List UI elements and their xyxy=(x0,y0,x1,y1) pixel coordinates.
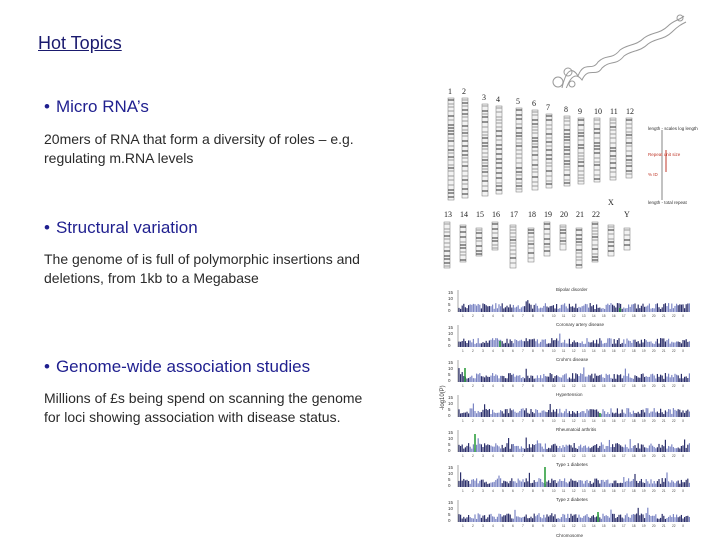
chromosome-tick-label: 15 xyxy=(602,384,606,388)
chromosome-tick-label: 15 xyxy=(602,349,606,353)
chromosome-tick-label: 12 xyxy=(572,489,576,493)
chromosome-tick-label: 12 xyxy=(572,349,576,353)
chromosome-tick-label: 17 xyxy=(622,384,626,388)
y-tick-label: 15 xyxy=(448,290,454,295)
chromosome-tick-label: X xyxy=(682,419,685,423)
chromosome-tick-label: 11 xyxy=(562,489,566,493)
chromosome-tick-label: 14 xyxy=(592,349,596,353)
y-tick-label: 0 xyxy=(448,378,451,383)
chromosome-tick-label: 8 xyxy=(532,349,534,353)
chromosome-tick-label: X xyxy=(682,314,685,318)
chromosome-tick-label: 14 xyxy=(592,419,596,423)
bullet: • xyxy=(44,357,50,376)
chromosome-tick-label: 9 xyxy=(542,454,544,458)
chromosome-tick-label: X xyxy=(682,349,685,353)
y-tick-label: 15 xyxy=(448,430,454,435)
chromosome-tick-label: 17 xyxy=(622,454,626,458)
chromosome-tick-label: 19 xyxy=(642,314,646,318)
chromosome-tick-label: 2 xyxy=(472,384,474,388)
y-tick-label: 15 xyxy=(448,465,454,470)
panel-title: Crohn's disease xyxy=(556,357,589,362)
y-tick-label: 10 xyxy=(448,436,454,441)
chromosome-tick-label: 21 xyxy=(662,489,666,493)
karyotype-label: 21 xyxy=(576,210,584,219)
chromosome-tick-label: 10 xyxy=(552,419,556,423)
y-tick-label: 5 xyxy=(448,442,451,447)
chromosome-tick-label: 18 xyxy=(632,419,636,423)
karyotype-label: 10 xyxy=(594,107,602,116)
karyotype-label: Y xyxy=(624,210,630,219)
y-tick-label: 0 xyxy=(448,518,451,523)
chromosome-tick-label: 6 xyxy=(512,524,514,528)
chromosome-tick-label: X xyxy=(682,384,685,388)
karyotype-label: 7 xyxy=(546,103,550,112)
chromosome xyxy=(482,104,488,196)
y-tick-label: 0 xyxy=(448,413,451,418)
chromosome-tick-label: 4 xyxy=(492,454,494,458)
chromosome-tick-label: 21 xyxy=(662,314,666,318)
y-tick-label: 10 xyxy=(448,296,454,301)
panel-title: Type 2 diabetes xyxy=(556,497,588,502)
chromosome xyxy=(578,118,584,184)
y-tick-label: 0 xyxy=(448,448,451,453)
chromosome-tick-label: 11 xyxy=(562,349,566,353)
chromosome-tick-label: 17 xyxy=(622,524,626,528)
y-tick-label: 5 xyxy=(448,477,451,482)
chromosome-tick-label: 3 xyxy=(482,454,484,458)
chromosome-tick-label: 2 xyxy=(472,419,474,423)
y-tick-label: 5 xyxy=(448,337,451,342)
karyotype-label: 9 xyxy=(578,107,582,116)
karyotype-label: 4 xyxy=(496,95,500,104)
karyotype-label: 12 xyxy=(626,107,634,116)
chromosome-tick-label: 21 xyxy=(662,384,666,388)
chromosome xyxy=(576,228,582,268)
chromosome-tick-label: 10 xyxy=(552,489,556,493)
karyotype-label: 18 xyxy=(528,210,536,219)
chromosome-tick-label: 3 xyxy=(482,419,484,423)
chromosome-tick-label: 6 xyxy=(512,489,514,493)
chromosome-tick-label: 20 xyxy=(652,314,656,318)
chromosome-tick-label: 12 xyxy=(572,384,576,388)
chromosome-tick-label: 8 xyxy=(532,489,534,493)
chromosome xyxy=(462,98,468,198)
chromosome-tick-label: 7 xyxy=(522,384,524,388)
chromosome-tick-label: X xyxy=(682,524,685,528)
chromosome-tick-label: 21 xyxy=(662,419,666,423)
chromosome-tick-label: 3 xyxy=(482,384,484,388)
chromosome-tick-label: 13 xyxy=(582,454,586,458)
chromosome-tick-label: 1 xyxy=(462,454,464,458)
panel-title: Hypertension xyxy=(556,392,583,397)
chromosome xyxy=(624,228,630,250)
chromosome-tick-label: 6 xyxy=(512,314,514,318)
chromosome-tick-label: 5 xyxy=(502,454,504,458)
chromosome-tick-label: 11 xyxy=(562,524,566,528)
chromosome-tick-label: 8 xyxy=(532,419,534,423)
chromosome-tick-label: 16 xyxy=(612,384,616,388)
chromosome-tick-label: 2 xyxy=(472,489,474,493)
karyotype-label: 3 xyxy=(482,93,486,102)
chromosome-tick-label: 18 xyxy=(632,524,636,528)
chromosome xyxy=(460,225,466,262)
chromosome-tick-label: 12 xyxy=(572,454,576,458)
karyotype-label: 11 xyxy=(610,107,618,116)
chromosome-tick-label: 12 xyxy=(572,314,576,318)
chromosome-tick-label: 15 xyxy=(602,524,606,528)
chromosome-tick-label: 7 xyxy=(522,524,524,528)
body-structural-variation: The genome of is full of polymorphic insertions and deletions, from 1kb to a Megabase xyxy=(44,251,360,286)
chromosome-tick-label: 1 xyxy=(462,349,464,353)
y-tick-label: 15 xyxy=(448,325,454,330)
chromosome-tick-label: 17 xyxy=(622,489,626,493)
chromosome-tick-label: 22 xyxy=(672,419,676,423)
chromosome-tick-label: 4 xyxy=(492,349,494,353)
chromosome-tick-label: 18 xyxy=(632,349,636,353)
x-axis-label: Chromosome xyxy=(556,533,584,538)
chromosome-tick-label: 3 xyxy=(482,349,484,353)
karyotype-label: 8 xyxy=(564,105,568,114)
chromosome-tick-label: 6 xyxy=(512,419,514,423)
chromosome-tick-label: 15 xyxy=(602,419,606,423)
bullet: • xyxy=(44,218,50,237)
chromosome-tick-label: 15 xyxy=(602,314,606,318)
karyotype-annotation: length - total repeat xyxy=(648,200,687,205)
chromosome-tick-label: 16 xyxy=(612,524,616,528)
chromosome-tick-label: 21 xyxy=(662,349,666,353)
chromosome-tick-label: 6 xyxy=(512,454,514,458)
body-gwas: Millions of £s being spend on scanning the genome for loci showing association with disease status. xyxy=(44,390,363,425)
chromosome-tick-label: 9 xyxy=(542,489,544,493)
chromosome-tick-label: 1 xyxy=(462,419,464,423)
chromosome-tick-label: 19 xyxy=(642,524,646,528)
karyotype-label: 22 xyxy=(592,210,600,219)
panel-title: Rheumatoid arthritis xyxy=(556,427,597,432)
chromosome-tick-label: 3 xyxy=(482,524,484,528)
manhattan-plots xyxy=(440,287,689,538)
chromosome-tick-label: 18 xyxy=(632,454,636,458)
mirna-hairpin-image xyxy=(553,15,686,92)
chromosome-tick-label: 15 xyxy=(602,489,606,493)
chromosome-tick-label: 19 xyxy=(642,454,646,458)
chromosome-tick-label: 7 xyxy=(522,419,524,423)
chromosome-tick-label: 20 xyxy=(652,489,656,493)
chromosome-tick-label: 8 xyxy=(532,524,534,528)
chromosome-tick-label: 18 xyxy=(632,489,636,493)
chromosome-tick-label: 16 xyxy=(612,419,616,423)
karyotype-label: 5 xyxy=(516,97,520,106)
chromosome-tick-label: 19 xyxy=(642,419,646,423)
y-tick-label: 15 xyxy=(448,360,454,365)
body-micro-rna: 20mers of RNA that form a diversity of roles – e.g. regulating m.RNA levels xyxy=(44,131,354,166)
chromosome-tick-label: 22 xyxy=(672,314,676,318)
chromosome-tick-label: 17 xyxy=(622,314,626,318)
chromosome-tick-label: 9 xyxy=(542,419,544,423)
chromosome-tick-label: 3 xyxy=(482,489,484,493)
chromosome-tick-label: 17 xyxy=(622,419,626,423)
y-tick-label: 10 xyxy=(448,366,454,371)
chromosome-tick-label: 10 xyxy=(552,314,556,318)
chromosome-tick-label: 16 xyxy=(612,489,616,493)
chromosome-tick-label: 20 xyxy=(652,384,656,388)
chromosome-tick-label: 8 xyxy=(532,454,534,458)
karyotype-label: 16 xyxy=(492,210,500,219)
chromosome-tick-label: X xyxy=(682,489,685,493)
y-tick-label: 0 xyxy=(448,343,451,348)
chromosome-tick-label: 14 xyxy=(592,454,596,458)
chromosome-tick-label: 7 xyxy=(522,489,524,493)
heading-text: Micro RNA’s xyxy=(55,97,149,116)
y-tick-label: 0 xyxy=(448,483,451,488)
chromosome-tick-label: 13 xyxy=(582,419,586,423)
chromosome-tick-label: 1 xyxy=(462,314,464,318)
chromosome xyxy=(492,222,498,250)
chromosome-tick-label: 1 xyxy=(462,489,464,493)
chromosome-tick-label: 12 xyxy=(572,419,576,423)
y-tick-label: 0 xyxy=(448,308,451,313)
chromosome-tick-label: 16 xyxy=(612,349,616,353)
y-tick-label: 5 xyxy=(448,302,451,307)
chromosome-tick-label: 10 xyxy=(552,349,556,353)
chromosome-tick-label: 4 xyxy=(492,419,494,423)
chromosome-tick-label: 5 xyxy=(502,419,504,423)
chromosome-tick-label: 20 xyxy=(652,524,656,528)
karyotype-label: 6 xyxy=(532,99,536,108)
chromosome-tick-label: 18 xyxy=(632,314,636,318)
heading-text: Structural variation xyxy=(55,218,198,237)
chromosome-tick-label: 13 xyxy=(582,349,586,353)
heading-text: Genome-wide association studies xyxy=(55,357,311,376)
chromosome-tick-label: 1 xyxy=(462,524,464,528)
karyotype-label: 15 xyxy=(476,210,484,219)
chromosome-tick-label: 19 xyxy=(642,489,646,493)
chromosome-tick-label: 4 xyxy=(492,314,494,318)
karyotype-figure xyxy=(440,87,720,288)
chromosome-tick-label: 22 xyxy=(672,349,676,353)
chromosome-tick-label: 16 xyxy=(612,454,616,458)
chromosome-tick-label: 9 xyxy=(542,314,544,318)
chromosome-tick-label: 3 xyxy=(482,314,484,318)
chromosome-tick-label: 7 xyxy=(522,454,524,458)
chromosome-tick-label: 14 xyxy=(592,524,596,528)
karyotype-label: X xyxy=(608,198,614,207)
panel-title: Bipolar disorder xyxy=(556,287,588,292)
chromosome-tick-label: 14 xyxy=(592,314,596,318)
chromosome-tick-label: 21 xyxy=(662,524,666,528)
chromosome-tick-label: 6 xyxy=(512,349,514,353)
y-tick-label: 10 xyxy=(448,471,454,476)
chromosome-tick-label: 19 xyxy=(642,384,646,388)
chromosome-tick-label: 14 xyxy=(592,384,596,388)
y-tick-label: 5 xyxy=(448,512,451,517)
panel-title: Type 1 diabetes xyxy=(556,462,588,467)
chromosome-tick-label: 17 xyxy=(622,349,626,353)
karyotype-annotation: length - scales log length xyxy=(648,126,698,131)
karyotype-label: 13 xyxy=(444,210,452,219)
chromosome-tick-label: 11 xyxy=(562,384,566,388)
chromosome-tick-label: 20 xyxy=(652,349,656,353)
chromosome-tick-label: 13 xyxy=(582,489,586,493)
bullet: • xyxy=(44,97,50,116)
chromosome xyxy=(532,110,538,190)
chromosome-tick-label: X xyxy=(682,454,685,458)
karyotype-label: 2 xyxy=(462,87,466,96)
chromosome-tick-label: 10 xyxy=(552,454,556,458)
chromosome-tick-label: 22 xyxy=(672,454,676,458)
chromosome-tick-label: 10 xyxy=(552,524,556,528)
chromosome-tick-label: 4 xyxy=(492,489,494,493)
chromosome-tick-label: 9 xyxy=(542,384,544,388)
panel-title: Coronary artery disease xyxy=(556,322,605,327)
chromosome-tick-label: 7 xyxy=(522,349,524,353)
chromosome-tick-label: 2 xyxy=(472,314,474,318)
chromosome-tick-label: 13 xyxy=(582,524,586,528)
chromosome-tick-label: 13 xyxy=(582,384,586,388)
chromosome-tick-label: 15 xyxy=(602,454,606,458)
chromosome-tick-label: 22 xyxy=(672,384,676,388)
chromosome-tick-label: 5 xyxy=(502,524,504,528)
slide-title: Hot Topics xyxy=(38,33,122,53)
chromosome-tick-label: 5 xyxy=(502,384,504,388)
y-tick-label: 5 xyxy=(448,407,451,412)
y-tick-label: 10 xyxy=(448,401,454,406)
chromosome-tick-label: 10 xyxy=(552,384,556,388)
y-tick-label: 10 xyxy=(448,506,454,511)
karyotype-label: 14 xyxy=(460,210,468,219)
chromosome-tick-label: 20 xyxy=(652,454,656,458)
y-tick-label: 10 xyxy=(448,331,454,336)
chromosome-tick-label: 12 xyxy=(572,524,576,528)
chromosome-tick-label: 9 xyxy=(542,349,544,353)
chromosome-tick-label: 18 xyxy=(632,384,636,388)
chromosome-tick-label: 19 xyxy=(642,349,646,353)
chromosome-tick-label: 13 xyxy=(582,314,586,318)
karyotype-label: 17 xyxy=(510,210,518,219)
y-tick-label: 5 xyxy=(448,372,451,377)
chromosome-tick-label: 5 xyxy=(502,349,504,353)
karyotype-label: 1 xyxy=(448,87,452,96)
chromosome-tick-label: 6 xyxy=(512,384,514,388)
y-tick-label: 15 xyxy=(448,500,454,505)
chromosome-tick-label: 11 xyxy=(562,454,566,458)
chromosome-tick-label: 1 xyxy=(462,384,464,388)
chromosome-tick-label: 14 xyxy=(592,489,596,493)
chromosome-tick-label: 21 xyxy=(662,454,666,458)
chromosome-tick-label: 8 xyxy=(532,384,534,388)
chromosome-tick-label: 20 xyxy=(652,419,656,423)
karyotype-annotation: % ID xyxy=(648,172,658,177)
chromosome-tick-label: 9 xyxy=(542,524,544,528)
chromosome-tick-label: 2 xyxy=(472,454,474,458)
karyotype-label: 20 xyxy=(560,210,568,219)
chromosome-tick-label: 2 xyxy=(472,524,474,528)
chromosome-tick-label: 4 xyxy=(492,524,494,528)
chromosome-tick-label: 7 xyxy=(522,314,524,318)
chromosome xyxy=(476,228,482,256)
y-axis-label: -log10(P) xyxy=(440,385,446,410)
karyotype-annotation: Repeat unit size xyxy=(648,152,681,157)
chromosome xyxy=(626,118,632,178)
chromosome-tick-label: 11 xyxy=(562,419,566,423)
chromosome-tick-label: 5 xyxy=(502,314,504,318)
chromosome-tick-label: 5 xyxy=(502,489,504,493)
chromosome-tick-label: 8 xyxy=(532,314,534,318)
chromosome-tick-label: 2 xyxy=(472,349,474,353)
karyotype-label: 19 xyxy=(544,210,552,219)
y-tick-label: 15 xyxy=(448,395,454,400)
chromosome-tick-label: 16 xyxy=(612,314,616,318)
chromosome-tick-label: 22 xyxy=(672,524,676,528)
chromosome-tick-label: 4 xyxy=(492,384,494,388)
chromosome xyxy=(496,106,502,194)
chromosome xyxy=(594,118,600,182)
chromosome-tick-label: 11 xyxy=(562,314,566,318)
chromosome-tick-label: 22 xyxy=(672,489,676,493)
